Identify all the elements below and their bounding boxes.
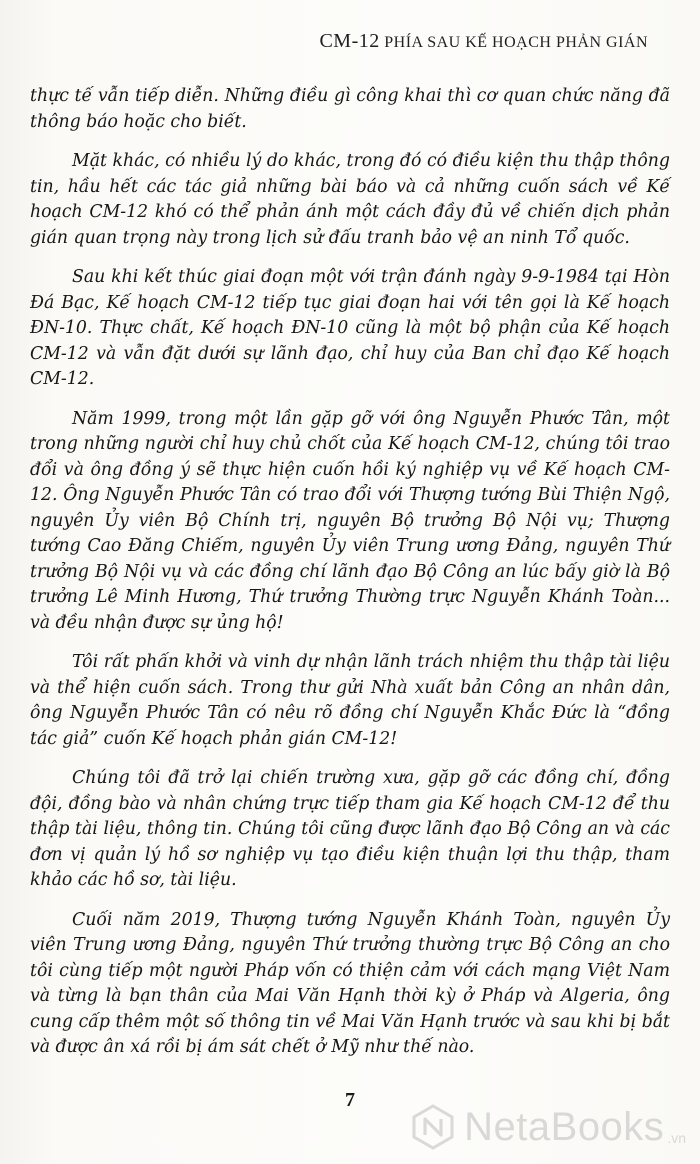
header-title-prefix: CM-12: [319, 30, 380, 52]
paragraph-2: Mặt khác, có nhiều lý do khác, trong đó có điều kiện thu thập thông tin, hầu hết các tác giả những bài báo và cả những cuốn sách về Kế hoạch CM-12 khó có thể phản ánh một cách đầy đủ về chiến dịch phản gián quan trọng này trong lịch sử đấu tranh bảo vệ an ninh Tổ quốc.: [30, 151, 670, 248]
paragraph-5: Tôi rất phấn khởi và vinh dự nhận lãnh trách nhiệm thu thập tài liệu và thể hiện cuốn sách. Trong thư gửi Nhà xuất bản Công an nhân dân, ông Nguyễn Phước Tân có nêu rõ đồng chí Nguyễn Khắc Đức là “đồng tác giả” cuốn Kế hoạch phản gián CM-12!: [30, 652, 670, 749]
watermark-brand: NetaBooks: [464, 1105, 665, 1149]
body-text: [30, 84, 670, 1075]
page-number: 7: [345, 1089, 355, 1111]
header-title-rest: PHÍA SAU KẾ HOẠCH PHẢN GIÁN: [379, 34, 648, 51]
running-header: [319, 30, 648, 53]
paragraph-6: Chúng tôi đã trở lại chiến trường xưa, gặp gỡ các đồng chí, đồng đội, đồng bào và nhân chứng trực tiếp tham gia Kế hoạch CM-12 để thu thập tài liệu, thông tin. Chúng tôi cũng được lãnh đạo Bộ Công an và các đơn vị quản lý hồ sơ nghiệp vụ tạo điều kiện thuận lợi thu thập, tham khảo các hồ sơ, tài liệu.: [30, 768, 670, 890]
paragraph-7: Cuối năm 2019, Thượng tướng Nguyễn Khánh Toàn, nguyên Ủy viên Trung ương Đảng, nguyên Thứ trưởng thường trực Bộ Công an cho tôi cùng tiếp một người Pháp vốn có thiện cảm với cách mạng Việt Nam và từng là bạn thân của Mai Văn Hạnh thời kỳ ở Pháp và Algeria, ông cung cấp thêm một số thông tin về Mai Văn Hạnh trước và sau khi bị bắt và được ân xá rồi bị ám sát chết ở Mỹ như thế nào.: [30, 909, 670, 1057]
paragraph-3: Sau khi kết thúc giai đoạn một với trận đánh ngày 9-9-1984 tại Hòn Đá Bạc, Kế hoạch CM-12 tiếp tục giai đoạn hai với tên gọi là Kế hoạch ĐN-10. Thực chất, Kế hoạch ĐN-10 cũng là một bộ phận của Kế hoạch CM-12 và vẫn đặt dưới sự lãnh đạo, chỉ huy của Ban chỉ đạo Kế hoạch CM-12.: [30, 267, 670, 389]
paragraph-1: thực tế vẫn tiếp diễn. Những điều gì công khai thì cơ quan chức năng đã thông báo hoặc cho biết.: [30, 86, 670, 132]
watermark-suffix: .vn: [667, 1130, 686, 1146]
netabooks-logo-icon: [410, 1104, 456, 1150]
paragraph-4: Năm 1999, trong một lần gặp gỡ với ông Nguyễn Phước Tân, một trong những người chỉ huy chủ chốt của Kế hoạch CM-12, chúng tôi trao đổi và ông đồng ý sẽ thực hiện cuốn hồi ký nghiệp vụ về Kế hoạch CM-12. Ông Nguyễn Phước Tân có trao đổi với Thượng tướng Bùi Thiện Ngộ, nguyên Ủy viên Bộ Chính trị, nguyên Bộ trưởng Bộ Nội vụ; Thượng tướng Cao Đăng Chiếm, nguyên Ủy viên Trung ương Đảng, nguyên Thứ trưởng Bộ Nội vụ và các đồng chí lãnh đạo Bộ Công an lúc bấy giờ là Bộ trưởng Lê Minh Hương, Thứ trưởng Thường trực Nguyễn Khánh Toàn... và đều nhận được sự ủng hộ!: [30, 408, 670, 633]
netabooks-watermark: [410, 1104, 686, 1150]
